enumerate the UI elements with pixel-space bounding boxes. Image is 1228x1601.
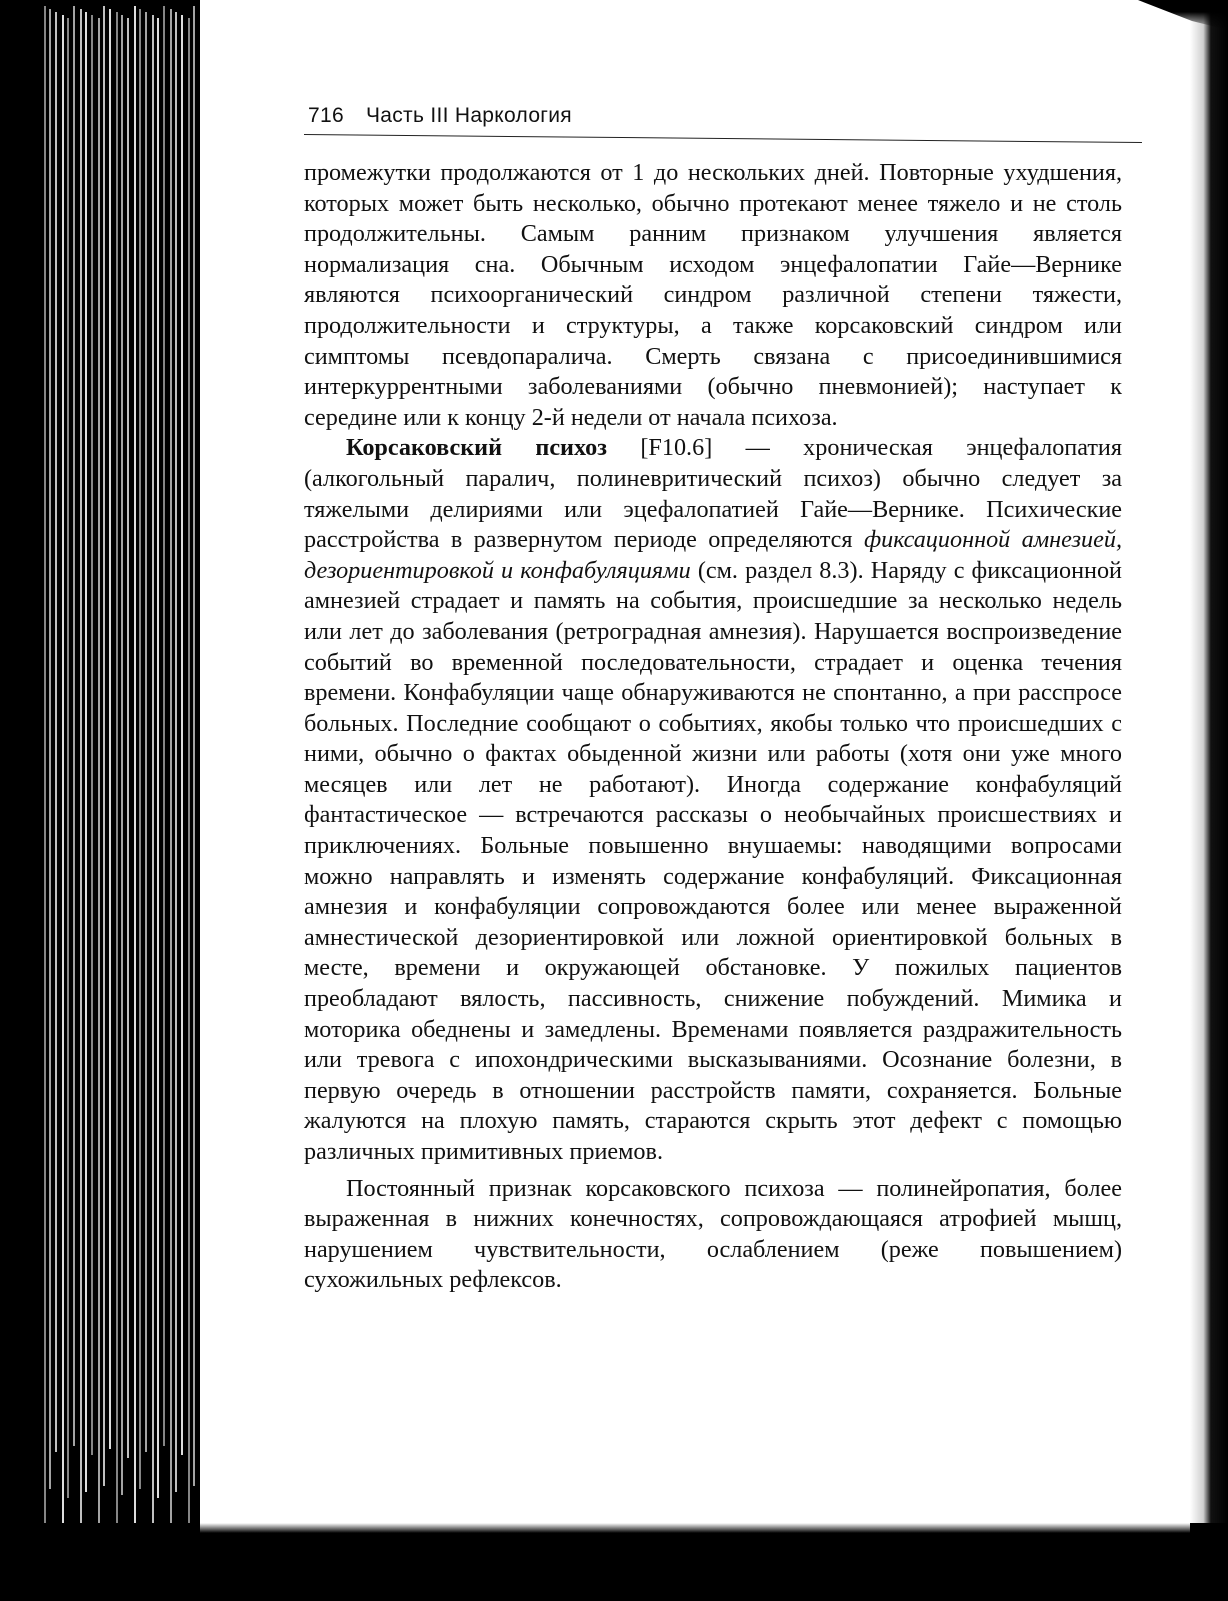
page-edge-strip [152,15,154,1535]
page-edge-strip [145,12,147,1452]
page-edge-strip [163,6,165,1446]
paragraph [304,433,1122,1167]
page-edge-strip [98,18,100,1538]
page-edge-strip [134,6,136,1526]
page-edge-strip [62,15,64,1535]
page-edge-strip [116,12,118,1532]
term-heading: Корсаковский психоз [346,434,607,462]
paragraph-text: [F10.6] — хроническая энцефалопатия (алкогольный паралич, полиневритический психоз) обычно следует за тяжелыми делириями или эцефалопатией Гайе—Вернике. Психические расстройства в развернутом периоде определяются [304,434,1122,554]
book-right-edge [1190,0,1228,1601]
page-edge-strip [49,9,51,1489]
page-edge-strip [85,12,87,1492]
book-corner-shadow [1138,0,1228,30]
emphasis-text: фиксационной амнезией, дезориентировкой и конфабуляциями [304,526,1123,584]
page-edge-strip [91,15,93,1455]
page-edge-strip [175,12,177,1492]
paragraph-text: (см. раздел 8.3). Наряду с фиксационной амнезией страдает и память на события, происшедшие за несколько недель или лет до заболевания (ретроградная амнезия). Нарушается воспроизведение событий во временной последовательности, страдает и оценка течения времени. Конфабуляции чаще обнаруживаются не спонтанно, а при расспросе больных. Последние сообщают о событиях, якобы только что происшедших с ними, обычно о фактах обыденной жизни или работы (хотя они уже много месяцев или лет не работают). Иногда содержание конфабуляций фантастическое — встречаются рассказы о необычайных происшествиях и приключениях. Больные повышенно внушаемы: наводящими вопросами можно направлять и изменять содержание конфабуляций. Фиксационная амнезия и конфабуляции сопровождаются более или менее выраженной амнестической дезориентировкой или ложной ориентировкой больных в месте, времени и окружающей обстановке. У пожилых пациентов преобладают вялость, пассивность, снижение побуждений. Мимика и моторика обеднены и замедлены. Временами появляется раздражительность или тревога с ипохондрическими высказываниями. Осознание болезни, в первую очередь в отношении расстройств памяти, сохраняется. Больные жалуются на плохую память, стараются скрыть этот дефект с помощью различных примитивных приемов. [304,556,1122,1165]
page-edge-strip [55,12,57,1452]
page-edge-strip [170,9,172,1529]
page-edge-strip [67,18,69,1498]
page-edge-strip [193,6,195,1486]
page-edge-strip [157,18,159,1498]
header-rule [304,134,1142,143]
page-edge-strip [103,6,105,1486]
paragraph: Постоянный признак корсаковского психоза — полинейропатия, более выраженная в нижних конечностях, сопровождающаяся атрофией мышц, нарушением чувствительности, ослаблением (реже повышением) сухожильных рефлексов. [304,1174,1122,1294]
page-edge-strip [121,15,123,1495]
page-edge-strip [109,9,111,1449]
page-edge-strip [80,9,82,1529]
running-title: Часть III Наркология [365,104,572,127]
book-page-edges [0,0,200,1601]
running-header [308,104,1138,128]
page-edge-strip [181,15,183,1455]
page-body [304,158,1122,1296]
paragraph: промежутки продолжаются от 1 до нескольких дней. Повторные ухудшения, которых может быть несколько, обычно протекают менее тяжело и не столь продолжительны. Самым ранним признаком улучшения является нормализация сна. Обычным исходом энцефалопатии Гайе—Вернике являются психоорганический синдром различной степени тяжести, продолжительности и структуры, а также корсаковский синдром или симптомы псевдопаралича. Смерть связана с присоединившимися интеркуррентными заболеваниями (обычно пневмонией); наступает к середине или к концу 2-й недели от начала психоза. [304,159,1122,431]
page-edge-strip [127,18,129,1458]
page-edge-strip [44,6,46,1526]
page-edge-strip [139,9,141,1489]
page-edge-strip [188,18,190,1538]
scan-bottom-border [0,1523,1228,1601]
page-number: 716 [308,104,344,127]
page-edge-strip [73,6,75,1446]
